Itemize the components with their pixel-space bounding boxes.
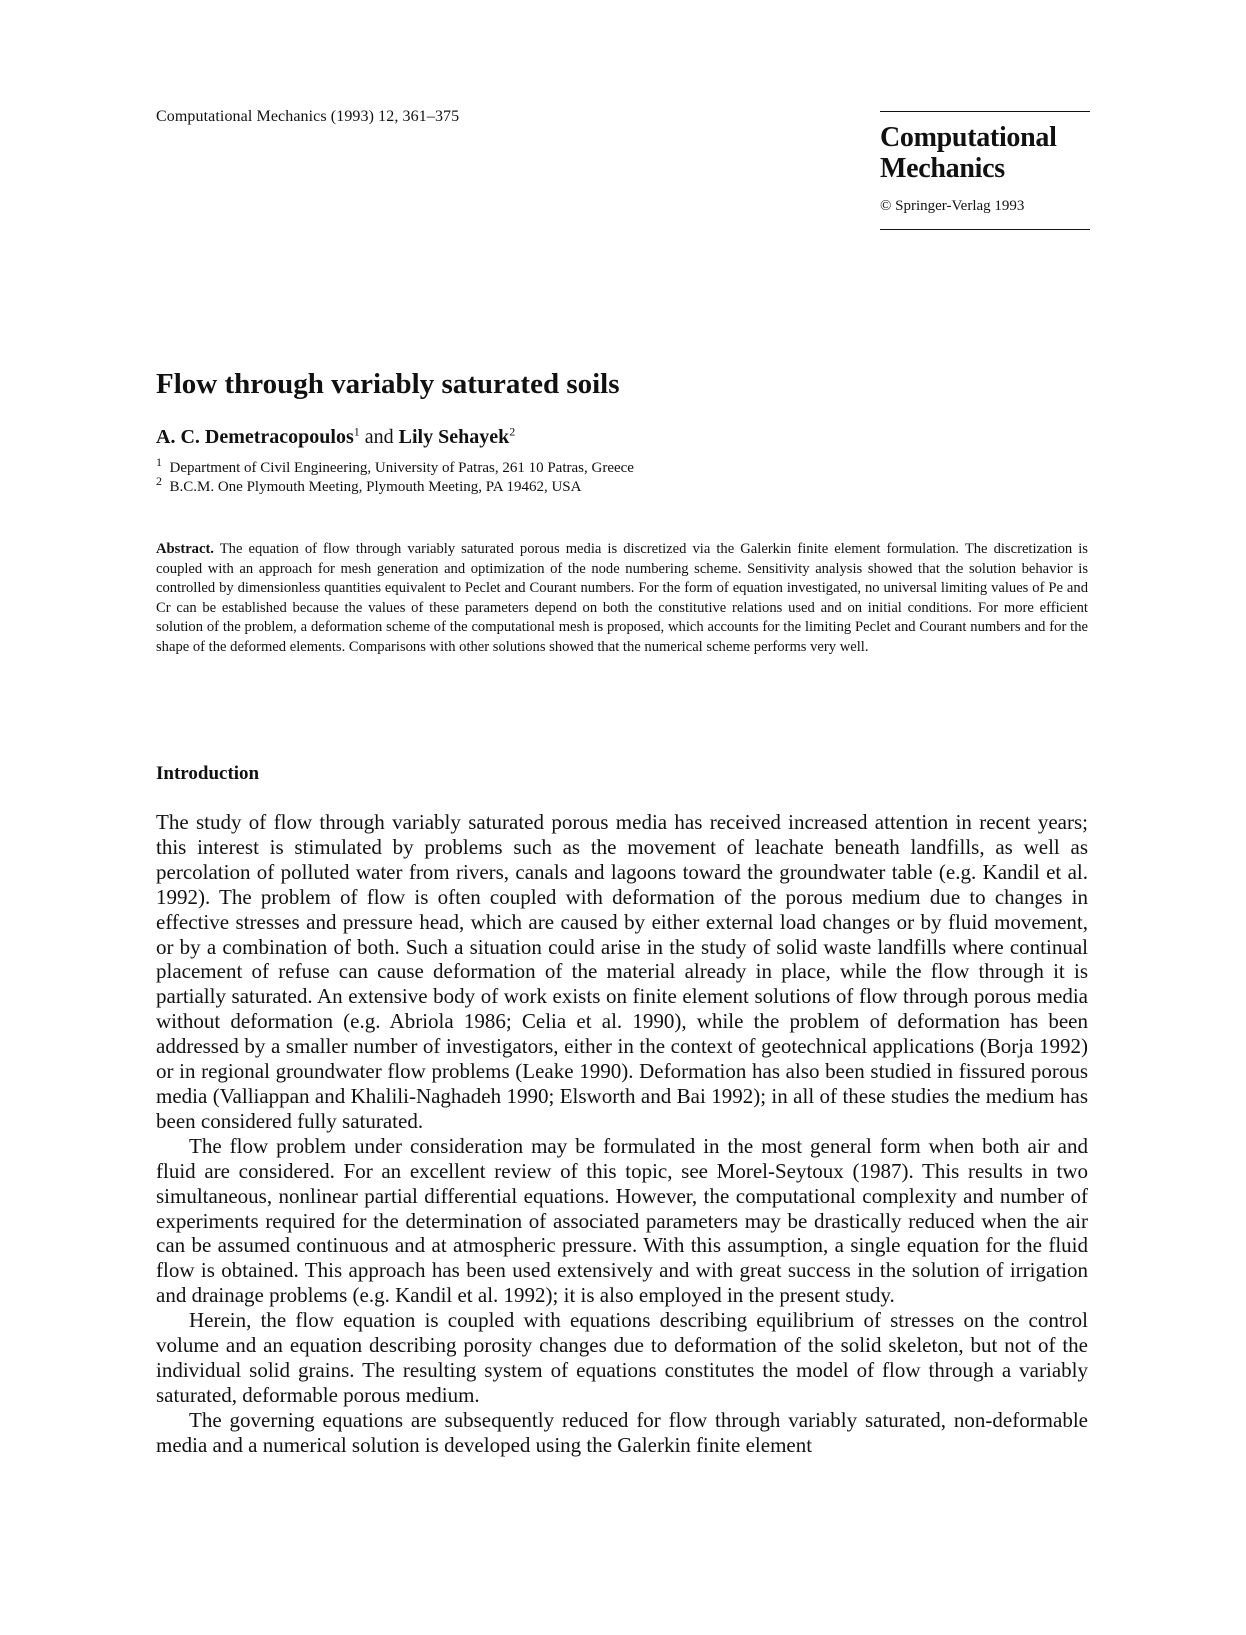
running-head: Computational Mechanics (1993) 12, 361–375 [156, 108, 460, 125]
author-line [156, 426, 515, 449]
author-2-mark: 2 [509, 424, 516, 439]
author-1: A. C. Demetracopoulos [156, 426, 354, 448]
affiliation-2-mark: 2 [156, 474, 162, 488]
author-1-mark: 1 [353, 424, 360, 439]
affiliation-1 [156, 455, 634, 477]
paragraph-2: The flow problem under consideration may be formulated in the most general form when both air and fluid are considered. For an excellent review of this topic, see Morel-Seytoux (1987). This results in two simultaneous, nonlinear partial differential equations. However, the computational complexity and number of experiments required for the determination of associated parameters may be drastically reduced when the air can be assumed continuous and at atmospheric pressure. With this assumption, a single equation for the fluid flow is obtained. This approach has been used extensively and with great success in the solution of irrigation and drainage problems (e.g. Kandil et al. 1992); it is also employed in the present study. [156, 1133, 1088, 1308]
abstract-text: The equation of flow through variably saturated porous media is discretized via the Galerkin finite element formulation. The discretization is coupled with an approach for mesh generation and optimization of the node numbering scheme. Sensitivity analysis showed that the solution behavior is controlled by dimensionless quantities equivalent to Peclet and Courant numbers. For the form of equation investigated, no universal limiting values of Pe and Cr can be established because the values of these parameters depend on both the constitutive relations used and on initial conditions. For more efficient solution of the problem, a deformation scheme of the computational mesh is proposed, which accounts for the limiting Peclet and Courant numbers and for the shape of the deformed elements. Comparisons with other solutions showed that the numerical scheme performs very well. [156, 541, 1088, 655]
abstract-label: Abstract. [156, 541, 214, 557]
journal-name-line1: Computational [880, 122, 1057, 153]
paragraph-1: The study of flow through variably saturated porous media has received increased attention in recent years; this interest is stimulated by problems such as the movement of leachate beneath landfills, as well as percolation of polluted water from rivers, canals and lagoons toward the groundwater table (e.g. Kandil et al. 1992). The problem of flow is often coupled with deformation of the porous medium due to changes in effective stresses and pressure head, which are caused by either external load changes or by fluid movement, or by a combination of both. Such a situation could arise in the study of solid waste landfills where continual placement of refuse can cause deformation of the material already in place, while the flow through it is partially saturated. An extensive body of work exists on finite element solutions of flow through porous media without deformation (e.g. Abriola 1986; Celia et al. 1990), while the problem of deformation has been addressed by a smaller number of investigators, either in the context of geotechnical applications (Borja 1992) or in regional groundwater flow problems (Leake 1990). Deformation has also been studied in fissured porous media (Valliappan and Khalili-Naghadeh 1990; Elsworth and Bai 1992); in all of these studies the medium has been considered fully saturated. [156, 810, 1088, 1133]
affiliation-1-mark: 1 [156, 455, 162, 469]
abstract [156, 540, 1088, 658]
author-joiner: and [359, 426, 399, 448]
journal-name-line2: Mechanics [880, 153, 1005, 184]
journal-masthead [880, 111, 1090, 230]
affiliation-2-text: B.C.M. One Plymouth Meeting, Plymouth Meeting, PA 19462, USA [169, 479, 582, 495]
article-title: Flow through variably saturated soils [156, 368, 620, 400]
body-text [156, 810, 1088, 1458]
section-heading-introduction: Introduction [156, 763, 260, 784]
affiliation-1-text: Department of Civil Engineering, University of Patras, 261 10 Patras, Greece [169, 460, 634, 476]
affiliation-2 [156, 474, 582, 496]
paragraph-4: The governing equations are subsequently reduced for flow through variably saturated, non-deformable media and a numerical solution is developed using the Galerkin finite element [156, 1407, 1088, 1457]
paragraph-3: Herein, the flow equation is coupled with equations describing equilibrium of stresses on the control volume and an equation describing porosity changes due to deformation of the solid skeleton, but not of the individual solid grains. The resulting system of equations constitutes the model of flow through a variably saturated, deformable porous medium. [156, 1308, 1088, 1407]
copyright-notice: © Springer-Verlag 1993 [880, 198, 1025, 214]
author-2: Lily Sehayek [398, 426, 510, 448]
